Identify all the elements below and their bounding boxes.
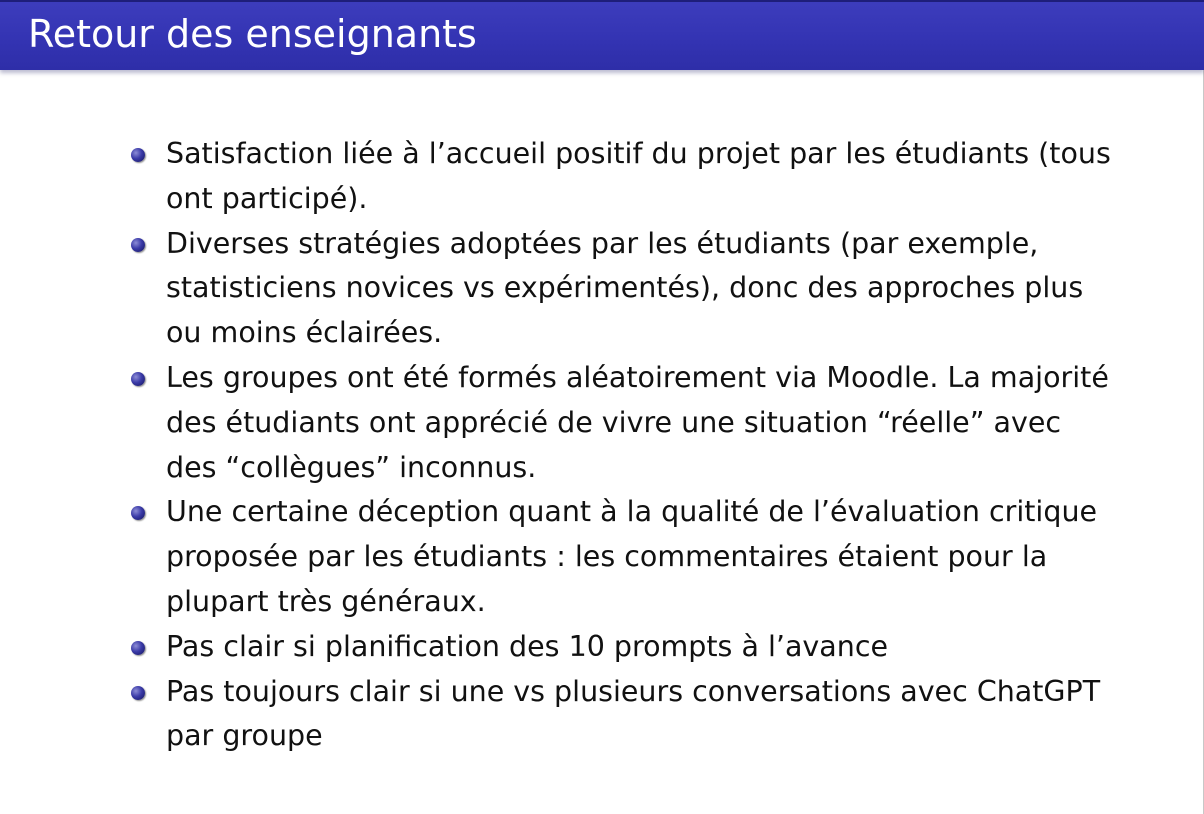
bullet-list (130, 132, 1120, 759)
bullet-ball-icon (131, 686, 145, 700)
bullet-item (130, 625, 1120, 670)
bullet-text: Satisfaction liée à l’accueil positif du projet par les étudiants (tous ont participé). (166, 137, 1111, 215)
bullet-text: Pas clair si planification des 10 prompts à l’avance (166, 629, 889, 663)
bullet-item (130, 670, 1120, 760)
bullet-text: Pas toujours clair si une vs plusieurs conversations avec ChatGPT par groupe (166, 674, 1101, 753)
bullet-item (130, 490, 1120, 624)
bullet-item (130, 356, 1120, 490)
bullet-ball-icon (131, 238, 145, 252)
bullet-text: Diverses stratégies adoptées par les étudiants (par exemple, statisticiens novices vs expérimentés), donc des approches plus ou moins éclairées. (166, 226, 1084, 350)
bullet-ball-icon (131, 372, 145, 386)
title-bar (0, 0, 1204, 70)
bullet-ball-icon (131, 641, 145, 655)
bullet-item (130, 132, 1120, 222)
bullet-item (130, 222, 1120, 356)
bullet-text: Les groupes ont été formés aléatoirement via Moodle. La majorité des étudiants ont apprécié de vivre une situation “réelle” avec des “collègues” inconnus. (166, 360, 1109, 484)
bullet-ball-icon (131, 506, 145, 520)
bullet-ball-icon (131, 148, 145, 162)
bullet-text: Une certaine déception quant à la qualité de l’évaluation critique proposée par les étudiants : les commentaires étaient pour la plupart très généraux. (166, 495, 1098, 618)
slide-title: Retour des enseignants (28, 12, 477, 56)
